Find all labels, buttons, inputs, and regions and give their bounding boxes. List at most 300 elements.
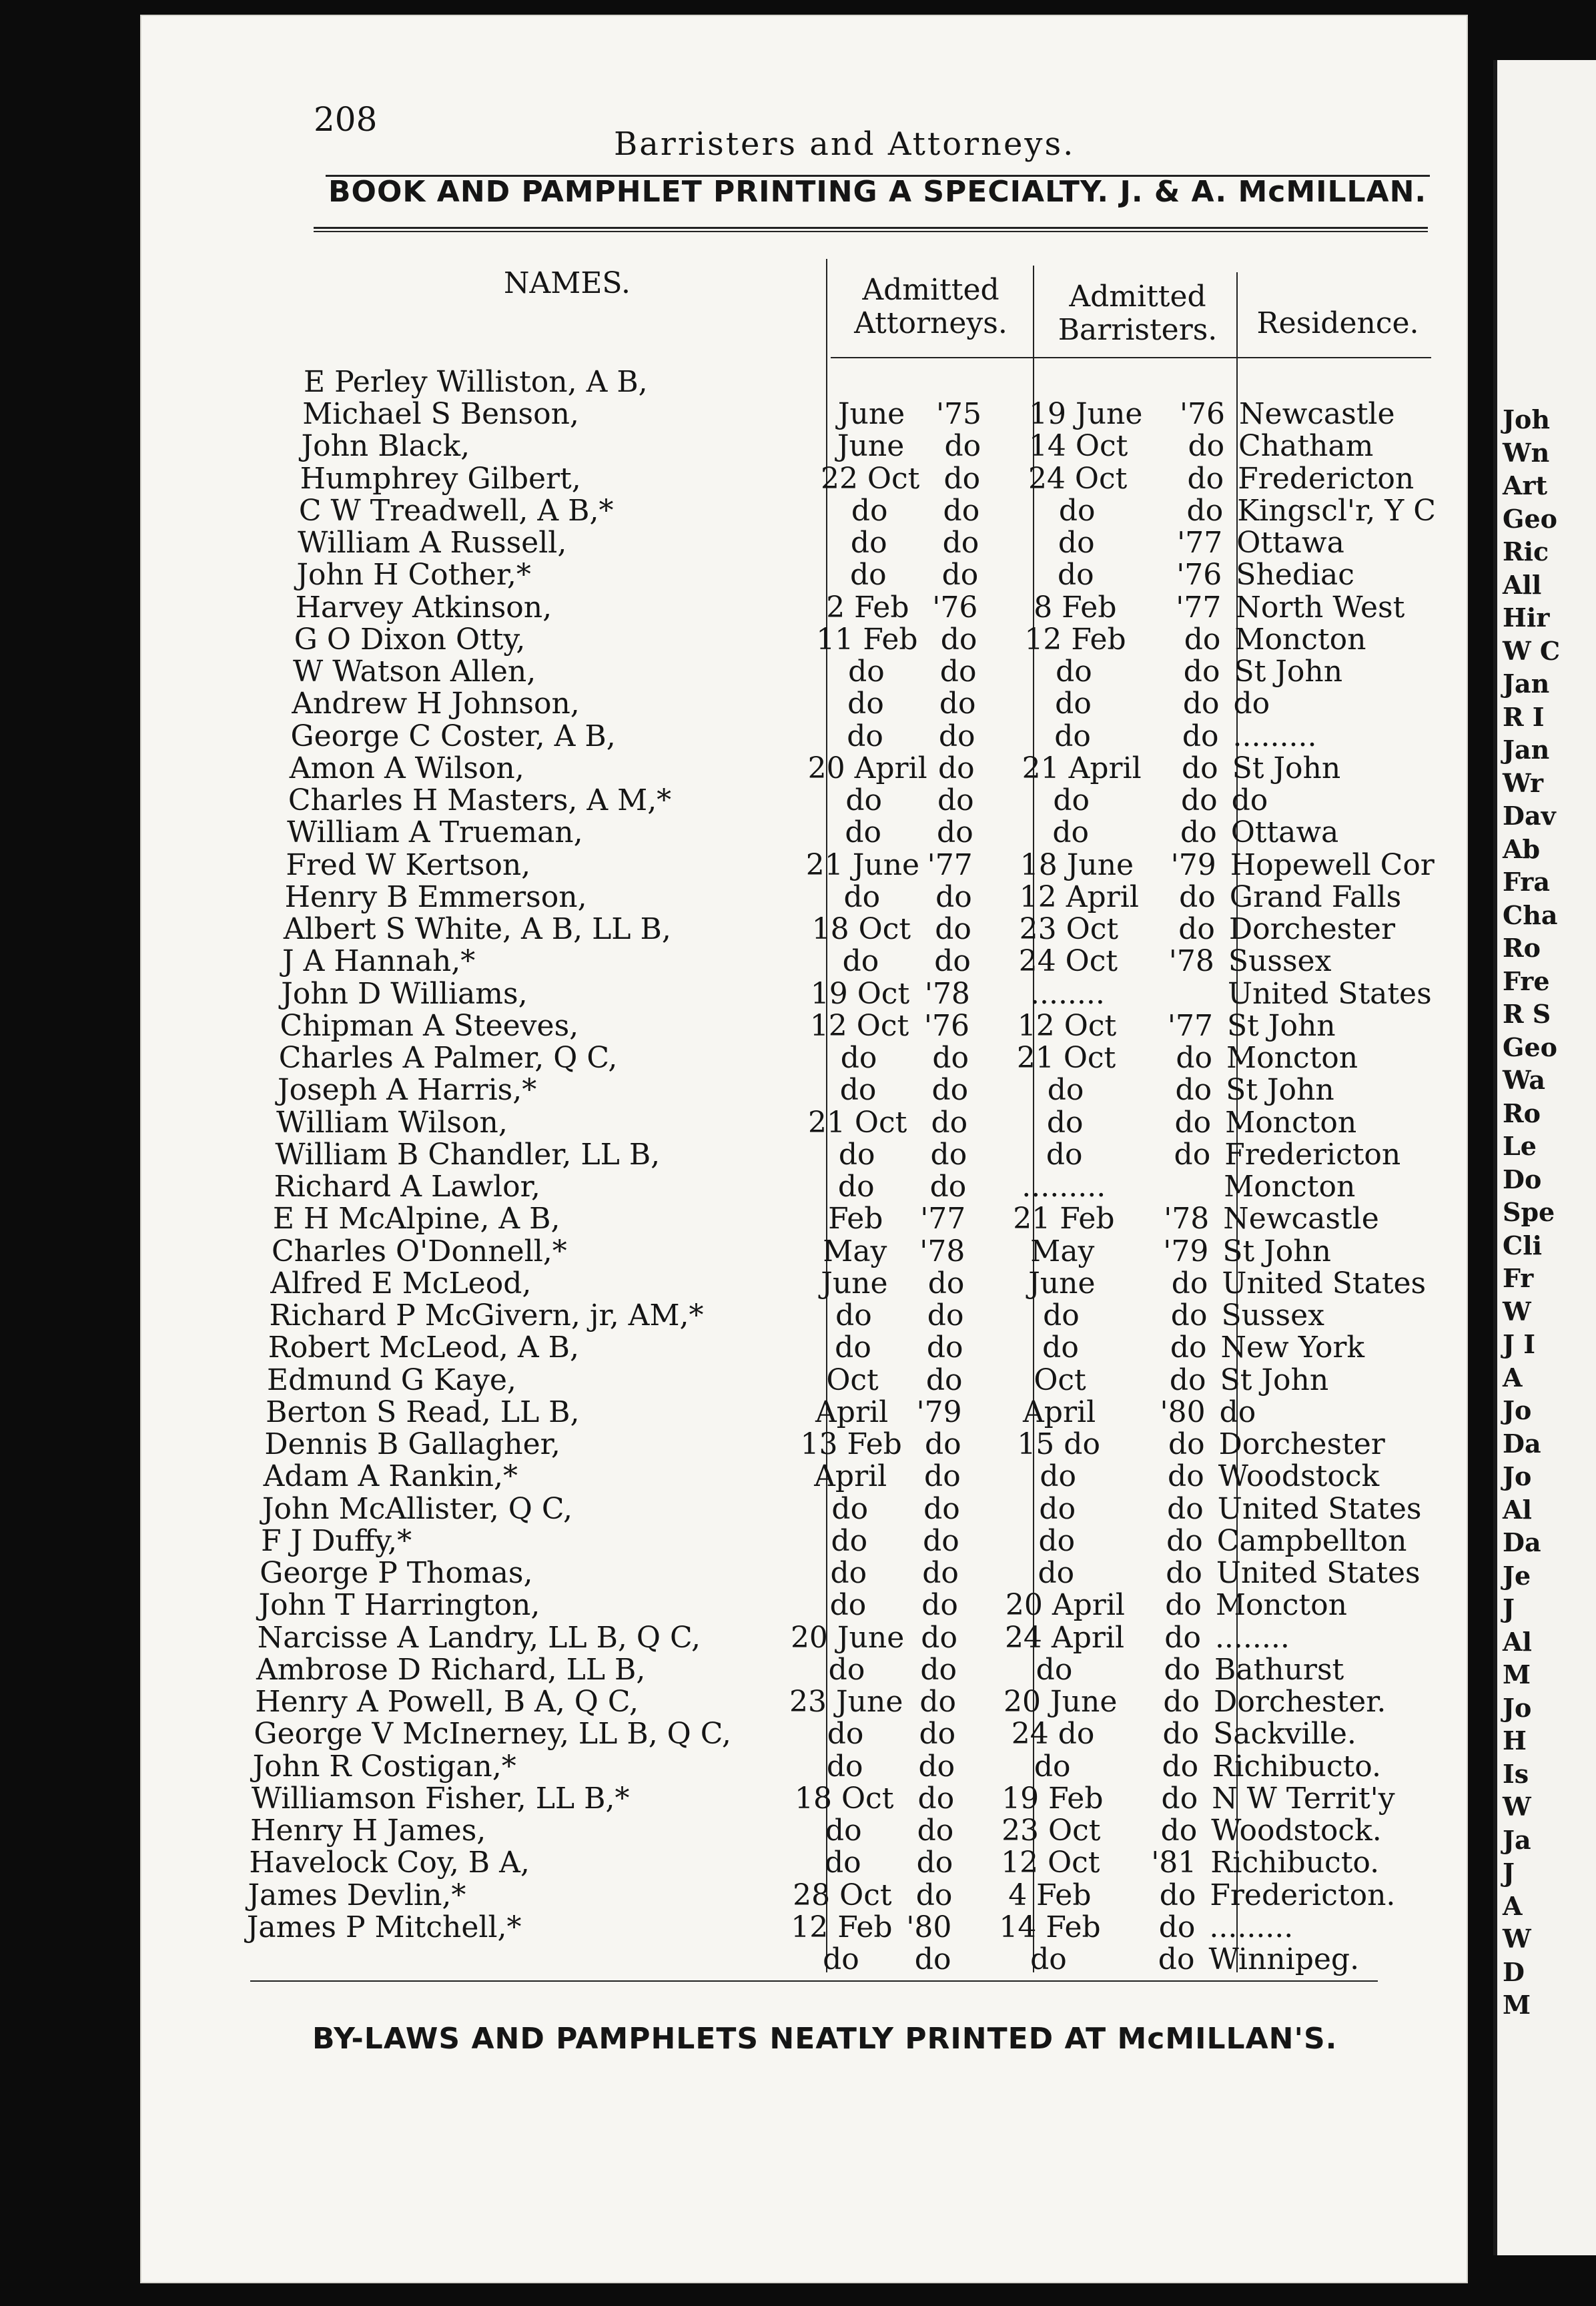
residence-cell: Ottawa (1236, 526, 1344, 560)
attorneys-date-cell: June (821, 1266, 888, 1300)
attorneys-year-cell: do (916, 1846, 953, 1880)
table-row (0, 1267, 1468, 1300)
attorneys-year-cell: do (923, 1523, 959, 1558)
barristers-date-cell: 24 Oct (1018, 944, 1118, 979)
name-cell: Joseph A Harris,* (277, 1073, 537, 1108)
attorneys-year-cell: '77 (920, 1202, 966, 1236)
attorneys-date-cell: April (815, 1395, 889, 1429)
header-barristers-line2: Barristers. (1058, 313, 1218, 347)
barristers-year-cell: do (1167, 1491, 1204, 1526)
name-cell: Andrew H Johnson, (292, 687, 580, 721)
attorneys-date-cell: do (842, 944, 879, 979)
attorneys-year-cell: '78 (919, 1234, 965, 1268)
barristers-date-cell: 21 April (1022, 751, 1142, 785)
table-row (0, 591, 1468, 624)
table-row (0, 1493, 1468, 1525)
facing-page-name-fragment: Cli (1503, 1230, 1543, 1260)
name-cell: Albert S White, A B, LL B, (283, 912, 671, 947)
table-row (0, 881, 1468, 913)
name-cell: Henry A Powell, B A, Q C, (255, 1685, 639, 1719)
name-cell: Richard A Lawlor, (274, 1170, 540, 1204)
residence-cell: United States (1216, 1556, 1421, 1591)
attorneys-date-cell: do (823, 1942, 859, 1976)
ad-bottom: BY-LAWS AND PAMPHLETS NEATLY PRINTED AT McMILLAN'S. (312, 2022, 1338, 2056)
barristers-year-cell: do (1166, 1523, 1203, 1558)
barristers-year-cell: do (1164, 1620, 1201, 1655)
attorneys-year-cell: do (920, 1652, 957, 1687)
facing-page-name-fragment: Fr (1503, 1263, 1534, 1293)
attorneys-year-cell: do (937, 783, 974, 818)
attorneys-year-cell: do (941, 558, 979, 593)
residence-cell: Ottawa (1230, 815, 1339, 850)
attorneys-date-cell: 11 Feb (816, 622, 918, 657)
residence-cell: Moncton (1234, 622, 1366, 657)
barristers-year-cell: do (1182, 687, 1220, 721)
residence-cell: Woodstock (1218, 1459, 1380, 1494)
barristers-date-cell: do (1034, 1749, 1071, 1784)
name-cell: William A Trueman, (287, 815, 583, 850)
barristers-year-cell: do (1170, 1330, 1207, 1365)
residence-cell: Hopewell Cor (1230, 847, 1435, 882)
barristers-date-cell: 12 Oct (1001, 1846, 1100, 1880)
attorneys-date-cell: June (837, 397, 905, 432)
residence-cell: ......... (1232, 719, 1317, 753)
name-cell: John D Williams, (281, 976, 528, 1011)
residence-cell: Winnipeg. (1208, 1942, 1360, 1976)
table-row (0, 1782, 1468, 1815)
barristers-year-cell: do (1162, 1749, 1199, 1784)
attorneys-date-cell: do (843, 879, 881, 914)
residence-cell: Grand Falls (1229, 879, 1402, 914)
name-cell: Michael S Benson, (302, 397, 579, 432)
name-cell: George V McInerney, LL B, Q C, (254, 1717, 731, 1752)
facing-page-name-fragment: Da (1503, 1527, 1541, 1557)
attorneys-date-cell: 22 Oct (820, 461, 920, 496)
name-cell: George P Thomas, (260, 1556, 533, 1591)
residence-cell: United States (1222, 1266, 1427, 1300)
attorneys-year-cell: do (939, 655, 977, 689)
attorneys-year-cell: do (919, 1685, 957, 1719)
barristers-year-cell: do (1169, 1363, 1206, 1397)
barristers-date-cell: do (1042, 1330, 1079, 1365)
name-cell: Richard P McGivern, jr, AM,* (269, 1298, 704, 1333)
residence-cell: Sussex (1221, 1298, 1324, 1333)
attorneys-date-cell: do (840, 1041, 877, 1076)
attorneys-year-cell: do (924, 1459, 961, 1494)
barristers-date-cell: do (1036, 1652, 1073, 1687)
facing-page-name-fragment: Jan (1503, 735, 1550, 765)
facing-page-name-fragment: Spe (1503, 1197, 1555, 1227)
barristers-year-cell: '80 (1160, 1395, 1206, 1429)
barristers-year-cell: do (1168, 1427, 1205, 1462)
table-row (0, 1589, 1468, 1621)
name-cell: John H Cother,* (296, 558, 531, 593)
barristers-year-cell: do (1188, 429, 1225, 464)
attorneys-year-cell: do (919, 1717, 956, 1752)
name-cell: F J Duffy,* (261, 1523, 412, 1558)
header-attorneys-line2: Attorneys. (854, 306, 1008, 340)
barristers-date-cell: 14 Feb (999, 1910, 1101, 1944)
name-cell: E Perley Williston, A B, (304, 365, 648, 399)
name-cell: John T Harrington, (258, 1588, 540, 1623)
table-row (0, 1621, 1468, 1654)
name-cell: E H McAlpine, A B, (272, 1202, 560, 1236)
attorneys-year-cell: do (931, 1073, 969, 1108)
attorneys-date-cell: do (847, 687, 884, 721)
table-row (0, 623, 1468, 656)
attorneys-date-cell: 13 Feb (800, 1427, 902, 1462)
barristers-date-cell: 19 June (1029, 397, 1143, 432)
table-row (0, 1299, 1468, 1332)
table-row (0, 1042, 1468, 1074)
table-row (0, 1557, 1468, 1589)
attorneys-date-cell: do (831, 1491, 869, 1526)
attorneys-year-cell: '76 (923, 1008, 969, 1043)
barristers-year-cell: do (1186, 493, 1224, 528)
residence-cell: St John (1226, 1073, 1334, 1108)
residence-cell: St John (1234, 655, 1343, 689)
barristers-year-cell: '77 (1167, 1008, 1213, 1043)
barristers-year-cell: do (1158, 1910, 1196, 1944)
facing-page-edge (1493, 60, 1596, 2255)
residence-cell: Shediac (1236, 558, 1354, 593)
name-cell: William A Russell, (298, 526, 567, 560)
table-row (0, 398, 1468, 430)
name-cell: John R Costigan,* (252, 1749, 516, 1784)
residence-cell: St John (1220, 1363, 1329, 1397)
barristers-date-cell: May (1030, 1234, 1095, 1268)
barristers-year-cell: '78 (1164, 1202, 1210, 1236)
facing-page-name-fragment: Ro (1503, 933, 1541, 963)
facing-page-name-fragment: Dav (1503, 801, 1556, 831)
header-barristers (1034, 280, 1241, 347)
barristers-date-cell: ........ (1030, 976, 1105, 1011)
facing-page-name-fragment: Da (1503, 1428, 1541, 1459)
attorneys-date-cell: Feb (828, 1202, 883, 1236)
facing-page-name-fragment: Fra (1503, 867, 1550, 897)
name-cell: J A Hannah,* (282, 944, 476, 979)
name-cell: Williamson Fisher, LL B,* (251, 1781, 630, 1816)
name-cell: G O Dixon Otty, (294, 622, 526, 657)
barristers-year-cell: do (1164, 1652, 1200, 1687)
facing-page-name-fragment: R S (1503, 999, 1551, 1029)
barristers-date-cell: do (1058, 493, 1096, 528)
attorneys-year-cell: do (925, 1363, 963, 1397)
attorneys-date-cell: do (845, 783, 882, 818)
facing-page-name-fragment: Wa (1503, 1065, 1545, 1095)
barristers-year-cell: do (1159, 1878, 1196, 1912)
residence-cell: North West (1235, 590, 1405, 625)
residence-cell: do (1219, 1395, 1256, 1429)
table-row (0, 1010, 1468, 1042)
attorneys-year-cell: do (921, 1588, 958, 1623)
barristers-date-cell: 12 Oct (1017, 1008, 1117, 1043)
attorneys-year-cell: do (935, 879, 972, 914)
facing-page-name-fragment: A (1503, 1362, 1523, 1393)
barristers-date-cell: do (1052, 815, 1090, 850)
residence-cell: ......... (1209, 1910, 1294, 1944)
table-row (0, 558, 1468, 591)
attorneys-year-cell: do (942, 526, 979, 560)
attorneys-date-cell: do (851, 493, 888, 528)
attorneys-date-cell: do (848, 655, 885, 689)
attorneys-date-cell: do (835, 1298, 872, 1333)
barristers-date-cell: 20 April (1005, 1588, 1125, 1623)
running-head: Barristers and Attorneys. (614, 125, 1076, 163)
barristers-year-cell: '78 (1168, 944, 1214, 979)
table-row (0, 945, 1468, 978)
facing-page-name-fragment: Hir (1503, 603, 1550, 633)
attorneys-year-cell: do (926, 1330, 963, 1365)
attorneys-year-cell: '76 (932, 590, 978, 625)
table-row (0, 655, 1468, 688)
barristers-date-cell: do (1038, 1523, 1076, 1558)
table-row (0, 687, 1468, 720)
attorneys-year-cell: do (943, 493, 980, 528)
barristers-date-cell: do (1047, 1073, 1084, 1108)
name-cell: Henry B Emmerson, (284, 879, 587, 914)
attorneys-date-cell: do (837, 1170, 875, 1204)
table-row (0, 1106, 1468, 1139)
attorneys-date-cell: June (837, 429, 905, 464)
header-barristers-line1: Admitted (1069, 280, 1206, 314)
residence-cell: do (1231, 783, 1268, 818)
facing-page-name-fragment: M (1503, 1659, 1531, 1689)
barristers-date-cell: 18 June (1020, 847, 1134, 882)
residence-cell: Sussex (1228, 944, 1332, 979)
barristers-year-cell: do (1176, 1041, 1213, 1076)
barristers-date-cell: 21 Oct (1016, 1041, 1116, 1076)
barristers-date-cell: 12 Feb (1024, 622, 1126, 657)
table-row (0, 1138, 1468, 1171)
facing-page-name-fragment: Wr (1503, 767, 1543, 798)
table-row (0, 1170, 1468, 1203)
attorneys-date-cell: do (825, 1814, 862, 1848)
attorneys-year-cell: '75 (935, 397, 982, 432)
facing-page-name-fragment: H (1503, 1725, 1527, 1756)
table-row (0, 526, 1468, 559)
table-row (0, 720, 1468, 753)
barristers-year-cell: '77 (1177, 526, 1223, 560)
barristers-year-cell: do (1174, 1105, 1212, 1140)
table-row (0, 1460, 1468, 1493)
residence-cell: Fredericton. (1210, 1878, 1396, 1912)
barristers-date-cell: do (1058, 526, 1095, 560)
attorneys-date-cell: do (831, 1523, 868, 1558)
barristers-year-cell: do (1181, 751, 1218, 785)
barristers-year-cell: do (1175, 1073, 1212, 1108)
attorneys-year-cell: do (927, 1266, 965, 1300)
barristers-date-cell: ......... (1022, 1170, 1106, 1204)
attorneys-date-cell: 20 April (807, 751, 927, 785)
name-cell: Amon A Wilson, (289, 751, 524, 785)
barristers-date-cell: 24 Oct (1028, 461, 1128, 496)
attorneys-date-cell: 12 Feb (791, 1910, 893, 1944)
header-rule-upper (314, 227, 1428, 229)
facing-page-name-fragment: Ja (1503, 1824, 1531, 1855)
page-number: 208 (314, 100, 378, 139)
name-cell: Narcisse A Landry, LL B, Q C, (257, 1620, 701, 1655)
facing-page-name-fragment: Fre (1503, 966, 1550, 996)
attorneys-date-cell: do (838, 1137, 875, 1172)
barristers-date-cell: 8 Feb (1034, 590, 1117, 625)
facing-page-name-fragment: Al (1503, 1626, 1532, 1657)
attorneys-year-cell: do (918, 1749, 955, 1784)
attorneys-date-cell: Oct (826, 1363, 879, 1397)
name-cell: Edmund G Kaye, (266, 1363, 516, 1397)
table-row (0, 849, 1468, 881)
residence-cell: Fredericton (1224, 1137, 1401, 1172)
attorneys-date-cell: do (850, 526, 887, 560)
table-row (0, 1235, 1468, 1268)
name-cell: James P Mitchell,* (246, 1910, 522, 1944)
attorneys-year-cell: do (915, 1878, 953, 1912)
residence-cell: N W Territ'y (1212, 1781, 1395, 1816)
attorneys-year-cell: do (944, 429, 981, 464)
table-row (0, 1331, 1468, 1364)
attorneys-date-cell: do (829, 1588, 867, 1623)
attorneys-date-cell: do (835, 1330, 871, 1365)
facing-page-name-fragment: Jo (1503, 1395, 1532, 1425)
residence-cell: Newcastle (1239, 397, 1395, 432)
table-row (0, 1943, 1468, 1976)
table-bottom-rule (250, 1980, 1378, 1982)
attorneys-date-cell: do (827, 1717, 864, 1752)
table-row (0, 1202, 1468, 1235)
attorneys-year-cell: do (939, 687, 976, 721)
facing-page-name-fragment: Je (1503, 1560, 1531, 1591)
table-row (0, 1685, 1468, 1718)
header-names: NAMES. (503, 266, 631, 300)
residence-cell: Dorchester. (1214, 1685, 1386, 1719)
name-cell: W Watson Allen, (293, 655, 536, 689)
barristers-year-cell: do (1174, 1137, 1211, 1172)
name-cell: Dennis B Gallagher, (264, 1427, 560, 1462)
name-cell: Adam A Rankin,* (263, 1459, 518, 1494)
barristers-year-cell: '79 (1170, 847, 1216, 882)
barristers-date-cell: do (1043, 1298, 1080, 1333)
header-attorneys-line1: Admitted (862, 273, 1000, 307)
residence-cell: Bathurst (1214, 1652, 1344, 1687)
facing-page-name-fragment: Jo (1503, 1692, 1532, 1723)
barristers-date-cell: 23 Oct (1019, 912, 1119, 947)
residence-cell: ........ (1214, 1620, 1290, 1655)
barristers-year-cell: do (1158, 1942, 1195, 1976)
facing-page-name-fragment: Cha (1503, 899, 1558, 930)
barristers-date-cell: 24 April (1004, 1620, 1125, 1655)
attorneys-year-cell: do (921, 1620, 957, 1655)
residence-cell: Woodstock. (1211, 1814, 1382, 1848)
barristers-date-cell: 19 Feb (1002, 1781, 1104, 1816)
residence-cell: Moncton (1225, 1105, 1357, 1140)
barristers-year-cell: do (1168, 1459, 1204, 1494)
residence-cell: Kingscl'r, Y C (1237, 493, 1436, 528)
attorneys-year-cell: do (917, 1814, 954, 1848)
attorneys-year-cell: do (937, 815, 973, 850)
attorneys-year-cell: '78 (924, 976, 970, 1011)
barristers-date-cell: 12 April (1019, 879, 1139, 914)
table-row (0, 816, 1468, 849)
table-row (0, 430, 1468, 462)
residence-cell: do (1233, 687, 1270, 721)
residence-cell: Moncton (1224, 1170, 1356, 1204)
attorneys-year-cell: do (914, 1942, 951, 1976)
facing-page-name-fragment: Wn (1503, 437, 1550, 468)
attorneys-year-cell: do (931, 1105, 968, 1140)
attorneys-date-cell: May (823, 1234, 887, 1268)
facing-page-name-fragment: Do (1503, 1164, 1542, 1194)
table-row (0, 462, 1468, 495)
barristers-year-cell: '76 (1179, 397, 1226, 432)
name-cell: John Black, (301, 429, 470, 464)
barristers-date-cell: April (1023, 1395, 1096, 1429)
attorneys-year-cell: do (940, 622, 977, 657)
attorneys-date-cell: do (830, 1556, 867, 1591)
barristers-year-cell: do (1160, 1814, 1198, 1848)
residence-cell: United States (1217, 1491, 1422, 1526)
barristers-date-cell: do (1053, 783, 1090, 818)
barristers-year-cell: do (1161, 1781, 1198, 1816)
facing-page-name-fragment: Geo (1503, 1032, 1557, 1062)
name-cell: George C Coster, A B, (290, 719, 616, 753)
column-header-rule (831, 357, 1431, 358)
attorneys-date-cell: 28 Oct (793, 1878, 892, 1912)
table-row (0, 1846, 1468, 1879)
barristers-year-cell: '79 (1163, 1234, 1209, 1268)
barristers-year-cell: do (1170, 1298, 1208, 1333)
name-cell: Alfred E McLeod, (270, 1266, 532, 1300)
name-cell: Charles H Masters, A M,* (288, 783, 672, 818)
header-residence: Residence. (1256, 306, 1419, 340)
residence-cell: St John (1232, 751, 1341, 785)
name-cell: Charles A Palmer, Q C, (278, 1041, 618, 1076)
residence-cell: United States (1227, 976, 1432, 1011)
attorneys-year-cell: do (935, 912, 971, 947)
table-row (0, 1653, 1468, 1686)
table-row (0, 1525, 1468, 1557)
facing-page-name-fragment: Le (1503, 1131, 1537, 1161)
name-cell: Henry H James, (250, 1814, 486, 1848)
barristers-year-cell: do (1162, 1717, 1200, 1752)
facing-page-name-fragment: Al (1503, 1494, 1532, 1525)
attorneys-date-cell: 2 Feb (826, 590, 909, 625)
name-cell: Fred W Kertson, (286, 847, 531, 882)
barristers-year-cell: do (1182, 719, 1219, 753)
table-row (0, 1911, 1468, 1944)
facing-page-name-fragment: Jo (1503, 1461, 1532, 1491)
table-row (0, 1074, 1468, 1106)
facing-page-name-fragment: J I (1503, 1329, 1535, 1359)
barristers-year-cell: do (1180, 783, 1218, 818)
barristers-date-cell: June (1028, 1266, 1096, 1300)
facing-page-name-fragment: W (1503, 1296, 1531, 1326)
facing-page-name-fragment: W C (1503, 635, 1561, 666)
barristers-year-cell: do (1180, 815, 1217, 850)
barristers-year-cell: do (1179, 879, 1216, 914)
facing-page-name-fragment: M (1503, 1990, 1531, 2020)
residence-cell: Richibucto. (1210, 1846, 1380, 1880)
table-row (0, 1750, 1468, 1783)
attorneys-date-cell: do (849, 558, 887, 593)
attorneys-date-cell: do (824, 1846, 861, 1880)
table-row (0, 1717, 1468, 1750)
barristers-date-cell: 15 do (1017, 1427, 1100, 1462)
attorneys-date-cell: 21 June (805, 847, 920, 882)
barristers-year-cell: do (1178, 912, 1215, 947)
attorneys-year-cell: do (929, 1170, 967, 1204)
table-row (0, 1364, 1468, 1397)
barristers-date-cell: do (1040, 1459, 1077, 1494)
